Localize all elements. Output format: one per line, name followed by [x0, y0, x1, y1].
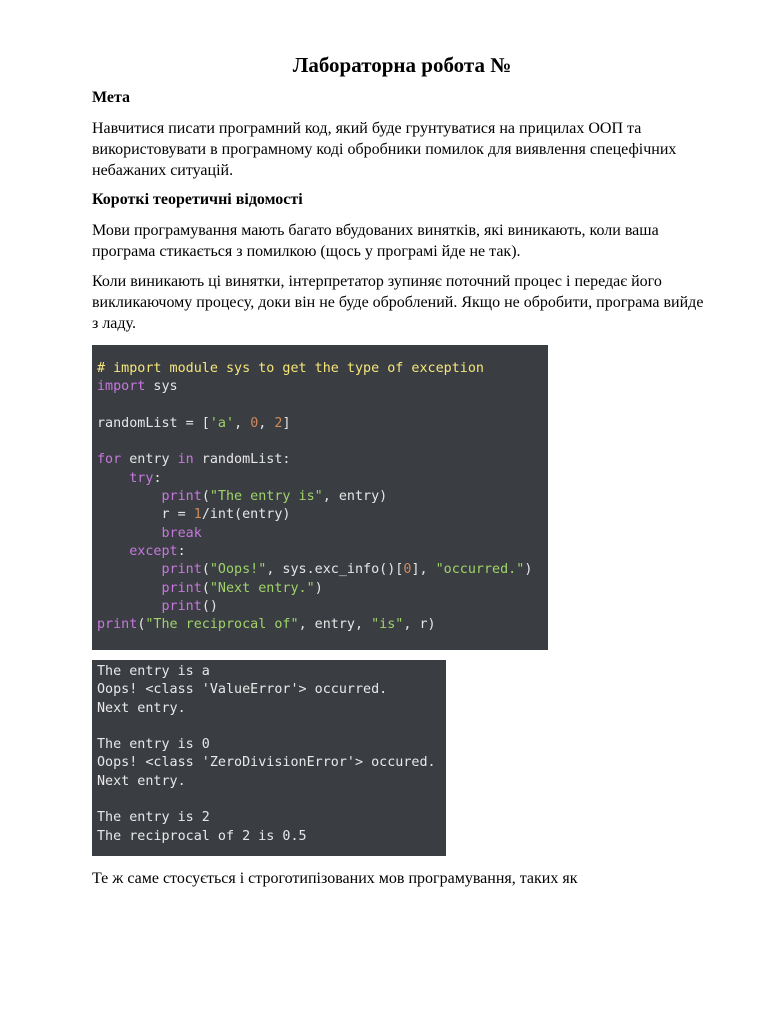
- code-line-7: try:: [129, 470, 162, 486]
- output-line-blank-2: [97, 791, 446, 809]
- theory-paragraph-2: Коли виникають ці винятки, інтерпретатор зупиняє поточний процес і передає його викликаючому процесу, доки він не буде оброблений. Якщо не обробити, програма вийде з ладу.: [92, 273, 704, 332]
- code-line-11: except:: [129, 543, 186, 559]
- code-line-blank-1: [97, 397, 548, 415]
- code-line-8: print("The entry is", entry): [161, 489, 388, 505]
- code-line-blank-2: [97, 433, 548, 451]
- code-line-4: randomList = ['a', 0, 2]: [97, 415, 291, 431]
- document-page: [92, 52, 712, 898]
- code-line-1: # import module sys to get the type of exception: [97, 361, 484, 376]
- output-line-10: The reciprocal of 2 is 0.5: [97, 828, 307, 844]
- code-example-image: [92, 345, 548, 650]
- code-line-6: for entry in randomList:: [97, 452, 291, 468]
- code-line-2: import sys: [97, 379, 178, 395]
- output-line-blank-1: [97, 718, 446, 736]
- output-console-image: [92, 660, 446, 856]
- code-line-13: print("Next entry."): [161, 580, 323, 596]
- output-line-5: The entry is 0: [97, 737, 210, 753]
- theory-paragraph-1: Мови програмування мають багато вбудованих винятків, які виникають, коли ваша програма стикається з помилкою (щось у програмі йде не так).: [92, 222, 659, 260]
- output-line-3: Next entry.: [97, 700, 186, 716]
- closing-paragraph: Те ж саме стосується і строготипізованих мов програмування, таких як: [92, 870, 578, 887]
- goal-heading: Мета: [92, 89, 131, 106]
- document-title: Лабораторна робота №: [292, 53, 512, 77]
- theory-heading: Короткі теоретичні відомості: [92, 191, 303, 208]
- goal-paragraph: Навчитися писати програмний код, який буде грунтуватися на прицилах ООП та використовувати в програмному коді обробники помилок для виявлення спецефічних небажаних ситуацій.: [92, 120, 677, 179]
- code-line-9: r = 1/int(entry): [97, 507, 291, 523]
- code-line-10: break: [161, 525, 202, 541]
- output-line-6: Oops! <class 'ZeroDivisionError'> occured.: [97, 755, 436, 771]
- output-line-2: Oops! <class 'ValueError'> occurred.: [97, 682, 388, 698]
- code-line-15: print("The reciprocal of", entry, "is", r): [97, 617, 436, 633]
- code-line-14: print(): [161, 598, 218, 614]
- output-line-7: Next entry.: [97, 773, 186, 789]
- code-line-12: print("Oops!", sys.exc_info()[0], "occurred."): [161, 562, 533, 578]
- output-line-1: The entry is a: [97, 664, 210, 679]
- output-line-9: The entry is 2: [97, 810, 210, 826]
